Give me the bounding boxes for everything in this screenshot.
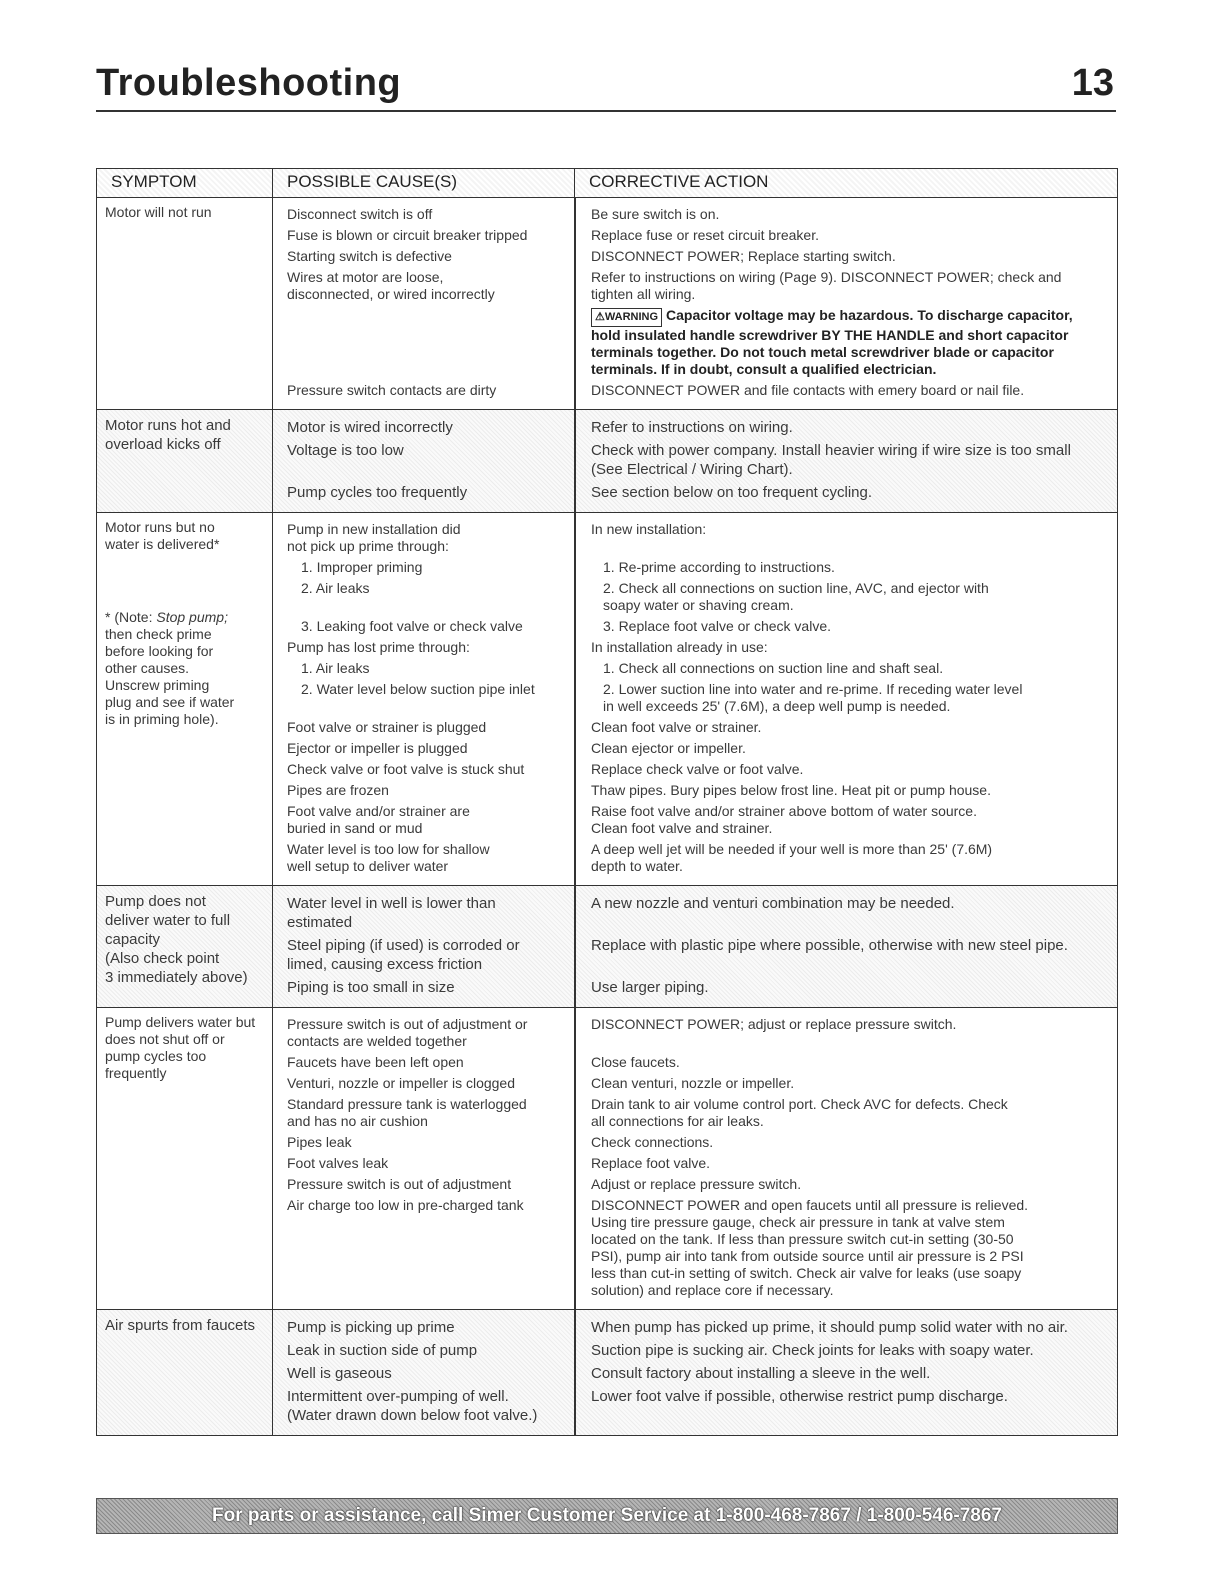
symptom-cell bbox=[97, 1008, 273, 1309]
column-divider bbox=[574, 410, 576, 512]
possible-cause: Pipes are frozen bbox=[287, 782, 389, 798]
note-prefix: * (Note: bbox=[105, 609, 157, 625]
possible-cause: Starting switch is defective bbox=[287, 248, 452, 264]
page-title: Troubleshooting bbox=[96, 62, 402, 104]
cause-action-cells bbox=[273, 1008, 1117, 1309]
possible-cause: Disconnect switch is off bbox=[287, 206, 433, 222]
possible-cause: 1. Improper priming bbox=[301, 559, 423, 575]
table-section bbox=[97, 410, 1117, 513]
corrective-action: 1. Re-prime according to instructions. bbox=[603, 559, 835, 575]
table-row bbox=[273, 481, 1117, 504]
possible-cause: Steel piping (if used) is corroded or limed, causing excess friction bbox=[287, 937, 520, 973]
possible-cause: 2. Air leaks bbox=[301, 580, 370, 596]
table-row bbox=[273, 557, 1117, 578]
symptom-cell bbox=[97, 198, 273, 409]
table-body bbox=[97, 198, 1117, 1435]
corrective-action: Raise foot valve and/or strainer above bottom of water source. Clean foot valve and strainer. bbox=[591, 803, 977, 836]
table-row bbox=[273, 519, 1117, 557]
corrective-action: Use larger piping. bbox=[591, 979, 709, 996]
possible-cause bbox=[273, 305, 575, 380]
column-divider bbox=[574, 198, 576, 409]
possible-cause: 1. Air leaks bbox=[301, 660, 370, 676]
possible-cause: Water level in well is lower than estimated bbox=[287, 895, 496, 931]
possible-cause: Standard pressure tank is waterlogged and has no air cushion bbox=[287, 1096, 527, 1129]
corrective-action: DISCONNECT POWER and file contacts with emery board or nail file. bbox=[591, 382, 1025, 398]
corrective-action: DISCONNECT POWER; adjust or replace pressure switch. bbox=[591, 1016, 957, 1032]
corrective-action: Replace check valve or foot valve. bbox=[591, 761, 804, 777]
table-row bbox=[273, 1316, 1117, 1339]
possible-cause: Pump has lost prime through: bbox=[287, 639, 470, 655]
symptom-cell bbox=[97, 410, 273, 512]
table-row bbox=[273, 380, 1117, 401]
corrective-action: 2. Check all connections on suction line, AVC, and ejector with soapy water or shaving cream. bbox=[603, 580, 989, 613]
possible-cause: Foot valves leak bbox=[287, 1155, 389, 1171]
corrective-action: 3. Replace foot valve or check valve. bbox=[603, 618, 832, 634]
corrective-action: Lower foot valve if possible, otherwise restrict pump discharge. bbox=[591, 1388, 1008, 1405]
column-divider bbox=[574, 1310, 576, 1435]
table-row bbox=[273, 616, 1117, 637]
table-section bbox=[97, 1310, 1117, 1435]
troubleshooting-table bbox=[96, 168, 1118, 1436]
possible-cause: 3. Leaking foot valve or check valve bbox=[301, 618, 523, 634]
table-header bbox=[97, 169, 1117, 198]
corrective-action: Adjust or replace pressure switch. bbox=[591, 1176, 802, 1192]
table-row bbox=[273, 976, 1117, 999]
table-section bbox=[97, 513, 1117, 886]
possible-cause: Fuse is blown or circuit breaker tripped bbox=[287, 227, 528, 243]
table-section bbox=[97, 1008, 1117, 1310]
corrective-action: Be sure switch is on. bbox=[591, 206, 720, 222]
symptom-cell bbox=[97, 886, 273, 1007]
possible-cause: Water level is too low for shallow well setup to deliver water bbox=[287, 841, 490, 874]
cause-action-cells bbox=[273, 198, 1117, 409]
table-row bbox=[273, 578, 1117, 616]
possible-cause: Voltage is too low bbox=[287, 442, 404, 459]
table-row bbox=[273, 204, 1117, 225]
possible-cause: Foot valve and/or strainer are buried in sand or mud bbox=[287, 803, 470, 836]
possible-cause: Piping is too small in size bbox=[287, 979, 455, 996]
symptom-text: Motor runs hot and overload kicks off bbox=[105, 417, 231, 453]
corrective-action: Thaw pipes. Bury pipes below frost line. Heat pit or pump house. bbox=[591, 782, 991, 798]
table-row bbox=[273, 679, 1117, 717]
table-row bbox=[273, 1339, 1117, 1362]
possible-cause: Faucets have been left open bbox=[287, 1054, 464, 1070]
warning-message: Capacitor voltage may be hazardous. To discharge capacitor, hold insulated handle screwdriver BY THE HANDLE and short capacitor terminals together. Do not touch metal screwdriver blade or capacitor terminals. If in doubt, consult a qualified electrician. bbox=[591, 307, 1073, 377]
corrective-action: Consult factory about installing a sleeve in the well. bbox=[591, 1365, 931, 1382]
table-row bbox=[273, 658, 1117, 679]
possible-cause: Pipes leak bbox=[287, 1134, 352, 1150]
corrective-action: A deep well jet will be needed if your well is more than 25' (7.6M) depth to water. bbox=[591, 841, 993, 874]
possible-cause: Motor is wired incorrectly bbox=[287, 419, 453, 436]
possible-cause: Venturi, nozzle or impeller is clogged bbox=[287, 1075, 516, 1091]
footer-contact-text: For parts or assistance, call Simer Customer Service at 1-800-468-7867 / 1-800-546-7867 bbox=[212, 1505, 1002, 1526]
note-emphasis: Stop pump; bbox=[156, 609, 228, 625]
table-row bbox=[273, 1052, 1117, 1073]
possible-cause: Wires at motor are loose, disconnected, or wired incorrectly bbox=[287, 269, 495, 302]
corrective-action: Drain tank to air volume control port. Check AVC for defects. Check all connections for air leaks. bbox=[591, 1096, 1008, 1129]
corrective-action: A new nozzle and venturi combination may be needed. bbox=[591, 895, 955, 912]
cause-action-rows bbox=[273, 198, 1117, 409]
table-row bbox=[273, 1174, 1117, 1195]
symptom-text: Motor will not run bbox=[105, 204, 212, 220]
corrective-action: Close faucets. bbox=[591, 1054, 680, 1070]
table-row bbox=[273, 1073, 1117, 1094]
corrective-action: When pump has picked up prime, it should pump solid water with no air. bbox=[591, 1319, 1068, 1336]
table-row bbox=[273, 1014, 1117, 1052]
corrective-action: See section below on too frequent cycling. bbox=[591, 484, 873, 501]
corrective-action: Refer to instructions on wiring. bbox=[591, 419, 793, 436]
table-row bbox=[273, 246, 1117, 267]
symptom-cell bbox=[97, 1310, 273, 1435]
symptom-text: Pump does not deliver water to full capacity (Also check point 3 immediately above) bbox=[105, 893, 248, 986]
table-row bbox=[273, 637, 1117, 658]
table-row bbox=[273, 801, 1117, 839]
table-row bbox=[273, 1132, 1117, 1153]
table-row bbox=[273, 839, 1117, 877]
possible-cause: Foot valve or strainer is plugged bbox=[287, 719, 487, 735]
table-row bbox=[273, 717, 1117, 738]
table-row bbox=[273, 1153, 1117, 1174]
symptom-text: Motor runs but no water is delivered* bbox=[105, 519, 220, 552]
possible-cause: Leak in suction side of pump bbox=[287, 1342, 478, 1359]
corrective-action: DISCONNECT POWER and open faucets until all pressure is relieved. Using tire pressure gauge, check air pressure in tank at valve stem located on the tank. If less than pressure switch cut-in setting (30-50 PSI), pump air into tank from outside source until air pressure is 2 PSI less than cut-in setting of switch. Check air valve for leaks (use soapy solution) and replace core if necessary. bbox=[591, 1197, 1029, 1298]
corrective-action: Clean venturi, nozzle or impeller. bbox=[591, 1075, 795, 1091]
corrective-action: Check connections. bbox=[591, 1134, 714, 1150]
corrective-action: 1. Check all connections on suction line and shaft seal. bbox=[603, 660, 944, 676]
table-row bbox=[273, 892, 1117, 934]
symptom-text: Pump delivers water but does not shut off or pump cycles too frequently bbox=[105, 1014, 256, 1081]
possible-cause: Intermittent over-pumping of well. (Water drawn down below foot valve.) bbox=[287, 1388, 538, 1424]
possible-cause: Check valve or foot valve is stuck shut bbox=[287, 761, 525, 777]
corrective-action: Replace with plastic pipe where possible, otherwise with new steel pipe. bbox=[591, 937, 1068, 954]
column-divider bbox=[574, 513, 576, 885]
table-section bbox=[97, 886, 1117, 1008]
header-corrective-action: CORRECTIVE ACTION bbox=[589, 172, 769, 191]
table-row bbox=[273, 1094, 1117, 1132]
possible-cause: Ejector or impeller is plugged bbox=[287, 740, 468, 756]
corrective-action: Replace foot valve. bbox=[591, 1155, 711, 1171]
header-symptom: SYMPTOM bbox=[97, 169, 273, 197]
possible-cause: Pressure switch is out of adjustment bbox=[287, 1176, 512, 1192]
possible-cause: Pressure switch is out of adjustment or contacts are welded together bbox=[287, 1016, 528, 1049]
footer-banner bbox=[96, 1498, 1118, 1534]
possible-cause: Pump is picking up prime bbox=[287, 1319, 455, 1336]
page-number: 13 bbox=[1071, 62, 1114, 104]
table-row bbox=[273, 439, 1117, 481]
column-divider bbox=[574, 886, 576, 1007]
warning-text bbox=[575, 305, 1117, 380]
header-possible-causes: POSSIBLE CAUSE(S) bbox=[273, 169, 575, 197]
symptom-text: Air spurts from faucets bbox=[105, 1317, 256, 1334]
possible-cause: Pump in new installation did not pick up prime through: bbox=[287, 521, 461, 554]
cause-action-rows bbox=[273, 410, 1117, 512]
cause-action-rows bbox=[273, 513, 1117, 885]
table-row bbox=[273, 1362, 1117, 1385]
warning-badge: ⚠WARNING bbox=[591, 308, 662, 327]
cause-action-cells bbox=[273, 1310, 1117, 1435]
cause-action-cells bbox=[273, 886, 1117, 1007]
corrective-action: In installation already in use: bbox=[591, 639, 768, 655]
column-divider bbox=[574, 1008, 576, 1309]
table-row bbox=[273, 1385, 1117, 1427]
table-row bbox=[273, 416, 1117, 439]
corrective-action: Refer to instructions on wiring (Page 9). DISCONNECT POWER; check and tighten all wiring. bbox=[591, 269, 1062, 302]
cause-action-rows bbox=[273, 886, 1117, 1007]
table-section bbox=[97, 198, 1117, 410]
table-row bbox=[273, 738, 1117, 759]
cause-action-rows bbox=[273, 1008, 1117, 1309]
symptom-cell bbox=[97, 513, 273, 885]
table-row bbox=[273, 780, 1117, 801]
possible-cause: Well is gaseous bbox=[287, 1365, 392, 1382]
corrective-action: Suction pipe is sucking air. Check joints for leaks with soapy water. bbox=[591, 1342, 1034, 1359]
cause-action-cells bbox=[273, 513, 1117, 885]
table-row bbox=[273, 759, 1117, 780]
table-row bbox=[273, 225, 1117, 246]
possible-cause: Pressure switch contacts are dirty bbox=[287, 382, 497, 398]
corrective-action: Replace fuse or reset circuit breaker. bbox=[591, 227, 819, 243]
table-row bbox=[273, 305, 1117, 380]
table-row bbox=[273, 934, 1117, 976]
corrective-action: Clean ejector or impeller. bbox=[591, 740, 746, 756]
possible-cause: Pump cycles too frequently bbox=[287, 484, 468, 501]
corrective-action: In new installation: bbox=[591, 521, 707, 537]
possible-cause: Air charge too low in pre-charged tank bbox=[287, 1197, 524, 1213]
symptom-note bbox=[105, 609, 264, 728]
note-text: then check prime before looking for other causes. Unscrew priming plug and see if water is in priming hole). bbox=[105, 626, 235, 727]
cause-action-cells bbox=[273, 410, 1117, 512]
corrective-action: DISCONNECT POWER; Replace starting switch. bbox=[591, 248, 896, 264]
table-row bbox=[273, 1195, 1117, 1301]
table-row bbox=[273, 267, 1117, 305]
corrective-action: Clean foot valve or strainer. bbox=[591, 719, 762, 735]
cause-action-rows bbox=[273, 1310, 1117, 1435]
corrective-action: Check with power company. Install heavier wiring if wire size is too small (See Electrical / Wiring Chart). bbox=[591, 442, 1071, 478]
title-rule bbox=[96, 110, 1116, 112]
corrective-action: 2. Lower suction line into water and re-prime. If receding water level in well exceeds 25' (7.6M), a deep well pump is needed. bbox=[603, 681, 1023, 714]
possible-cause: 2. Water level below suction pipe inlet bbox=[301, 681, 535, 697]
